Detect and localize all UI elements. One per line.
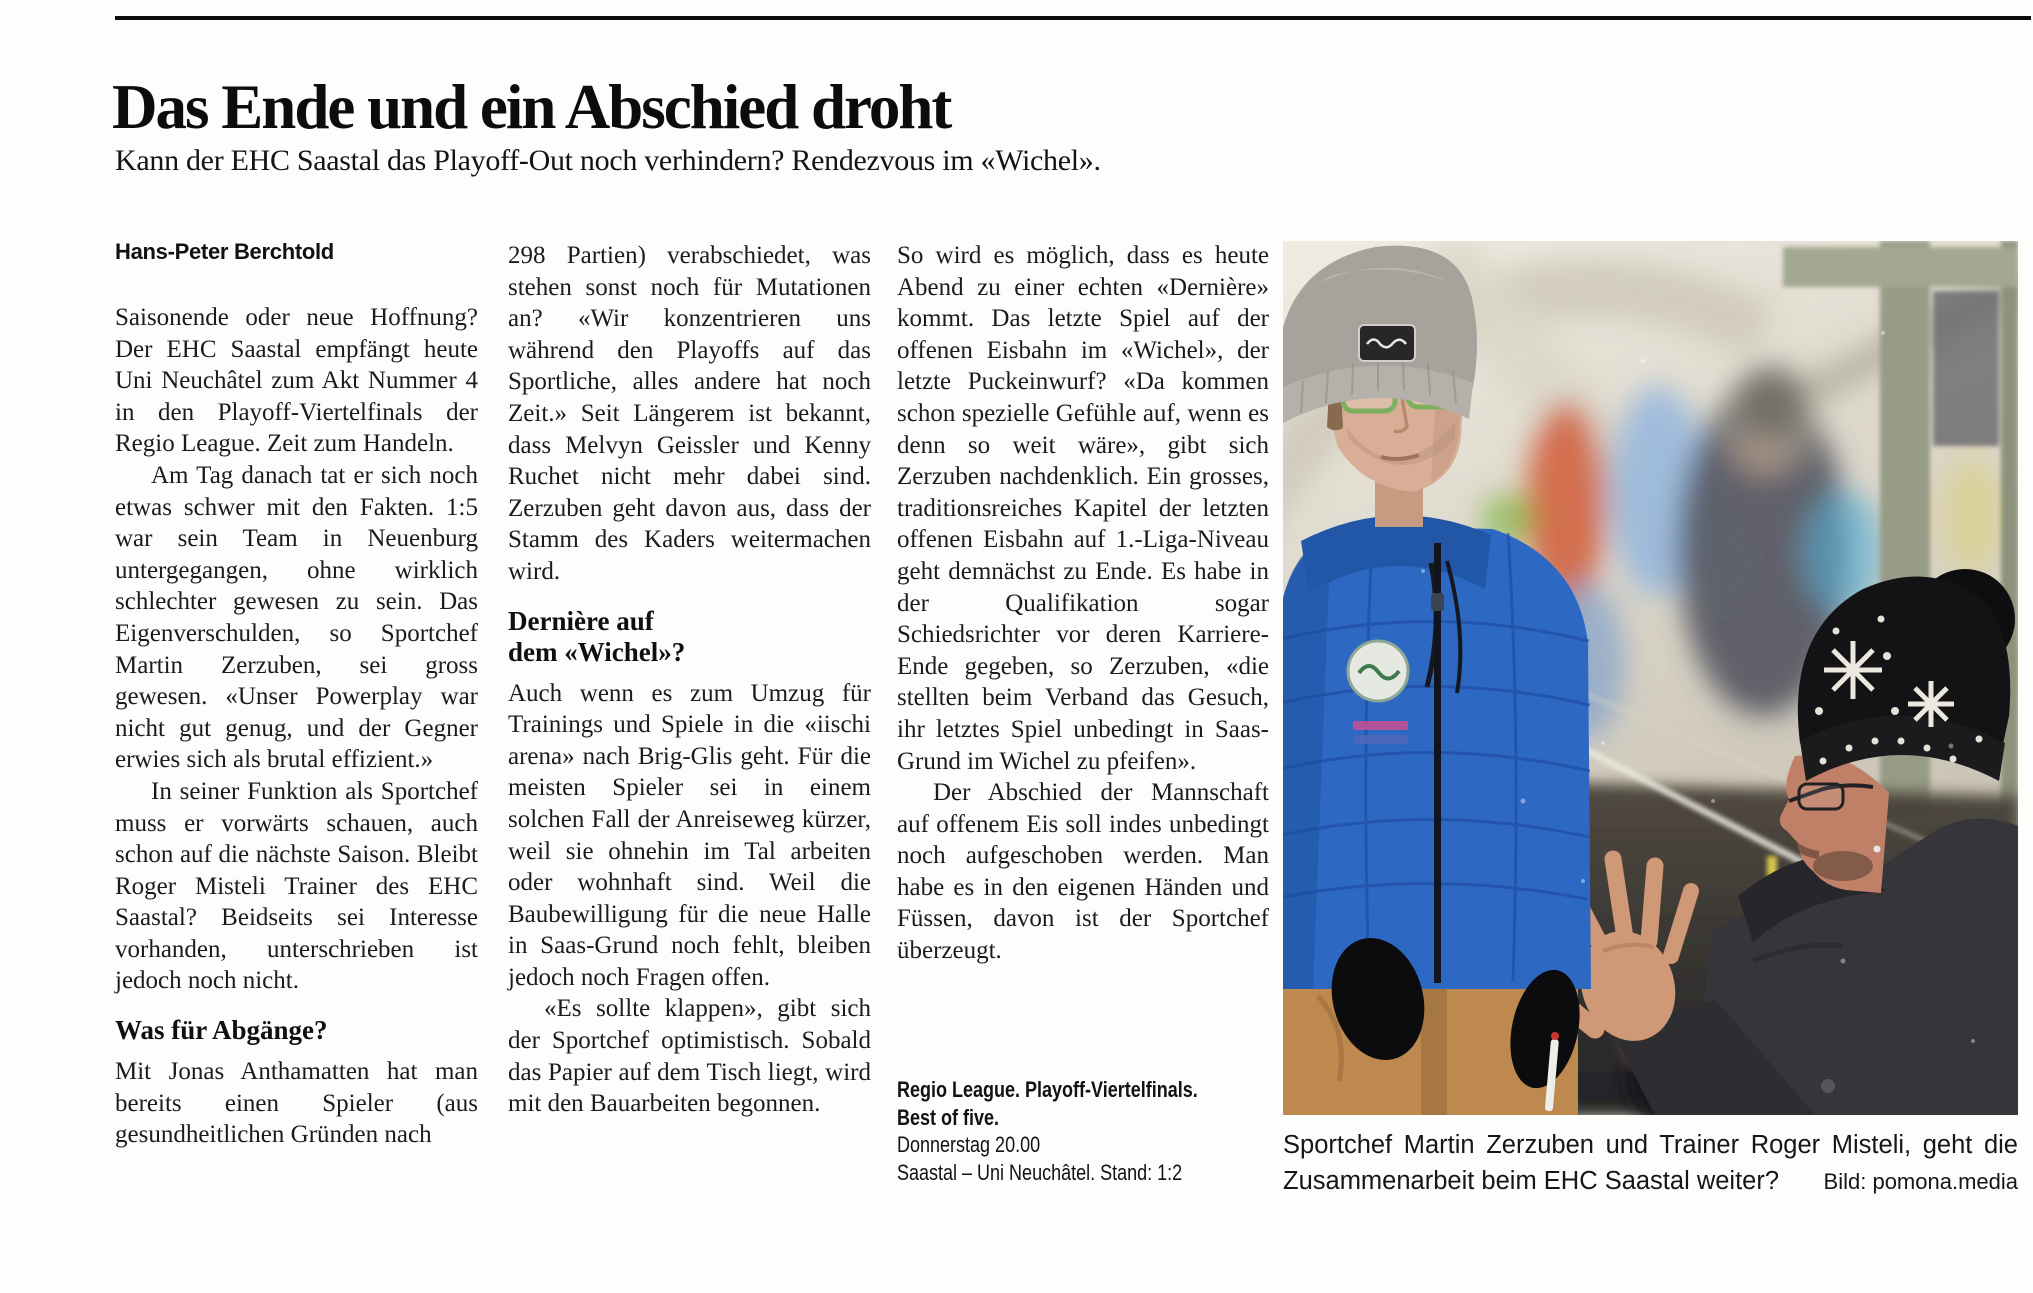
body-paragraph: 298 Partien) verabschiedet, was stehen sonst noch für Mutationen an? «Wir konzentrieren uns während den Playoffs auf das Sportliche, alles andere hat noch Zeit.» Seit Längerem ist bekannt, dass Melvyn Geissler und Kenny Ruchet nicht mehr dabei sind. Zerzuben geht davon aus, dass der Stamm des Kaders weitermachen wird. [508,242,871,585]
infobox-title: Regio League. Playoff-Viertelfinals. [897,1077,1198,1102]
body-paragraph: Auch wenn es zum Umzug für Trainings und Spiele in die «iischi arena» nach Brig-Glis geht. Für die meisten Spieler sei in einem solchen Fall der Anreiseweg kürzer, weil sie ohnehin im Tal arbeiten oder wohnhaft sind. Weil die Baubewilligung für die neue Halle in Saas-Grund noch fehlt, bleiben jedoch noch Fragen offen. [508,679,871,991]
infobox-title: Best of five. [897,1104,1000,1130]
body-paragraph: Der Abschied der Mannschaft auf offenem Eis soll indes unbedingt noch aufgeschoben werden. Man habe es in den eigenen Händen und Füssen, davon ist der Sportchef überzeugt. [897,779,1269,965]
body-paragraph: Saisonende oder neue Hoffnung? Der EHC Saastal empfängt heute Uni Neuchâtel zum Akt Nummer 4 in den Playoff-Viertelfinals der Regio League. Zeit zum Handeln. [115,304,478,458]
body-paragraph: In seiner Funktion als Sportchef muss er vorwärts schauen, auch schon auf die nächste Saison. Bleibt Roger Misteli Trainer des EHC Saastal? Beidseits sei Interesse vorhanden, unterschrieben ist jedoch noch nicht. [115,777,478,995]
photo-caption [1283,1127,2018,1199]
article-subheadline: Kann der EHC Saastal das Playoff-Out noch verhindern? Rendezvous im «Wichel». [115,144,1101,177]
article-photo [1283,241,2018,1115]
section-subhead-line: Dernière auf [508,605,654,636]
match-infobox [897,1076,1198,1186]
section-subhead: Was für Abgänge? [115,1015,328,1046]
author-byline: Hans-Peter Berchtold [115,239,334,264]
infobox-schedule: Donnerstag 20.00 [897,1132,1041,1157]
body-paragraph: Mit Jonas Anthamatten hat man bereits einen Spieler (aus gesundheitlichen Gründen nach [115,1058,478,1149]
body-paragraph: Am Tag danach tat er sich noch etwas schwer mit den Fakten. 1:5 war sein Team in Neuenburg untergegangen, ohne wirklich schlechter gewesen zu sein. Das Eigenverschulden, so Sportchef Martin Zerzuben, sei gross gewesen. «Unser Powerplay war nicht gut genug, und der Gegner erwies sich als brutal effizient.» [115,461,478,774]
text-column-2 [508,240,871,1120]
photo-caption-text: Sportchef Martin Zerzuben und Trainer Roger Misteli, geht die Zusammenarbeit beim EHC Saastal weiter? [1283,1131,2018,1195]
photo-illustration [1283,241,2018,1115]
text-column-3 [897,240,1269,967]
text-column-1 [115,240,478,1151]
photo-credit: Bild: pomona.media [1823,1169,2018,1194]
infobox-standing: Saastal – Uni Neuchâtel. Stand: 1:2 [897,1159,1183,1185]
article-headline: Das Ende und ein Abschied droht [112,72,951,143]
body-paragraph: «Es sollte klappen», gibt sich der Sportchef optimistisch. Sobald das Papier auf dem Tisch liegt, wird mit den Bauarbeiten begonnen. [508,995,871,1118]
section-subhead [508,606,871,668]
top-rule [115,16,2031,20]
body-paragraph: So wird es möglich, dass es heute Abend zu einer echten «Dernière» kommt. Das letzte Spiel auf der offenen Eisbahn im «Wichel», der letzte Puckeinwurf? «Da kommen schon spezielle Gefühle auf, wenn es denn so weit wäre», gibt sich Zerzuben nachdenklich. Ein grosses, traditionsreiches Kapitel der letzten offenen Eisbahn auf 1.-Liga-Niveau geht demnächst zu Ende. Es habe in der Qualifikation sogar Schiedsrichter vor deren Karriere-Ende gegeben, so Zerzuben, «die stellten beim Verband das Gesuch, ihr letztes Spiel unbedingt in Saas-Grund im Wichel zu pfeifen». [897,242,1269,775]
section-subhead-line: dem «Wichel»? [508,636,686,667]
